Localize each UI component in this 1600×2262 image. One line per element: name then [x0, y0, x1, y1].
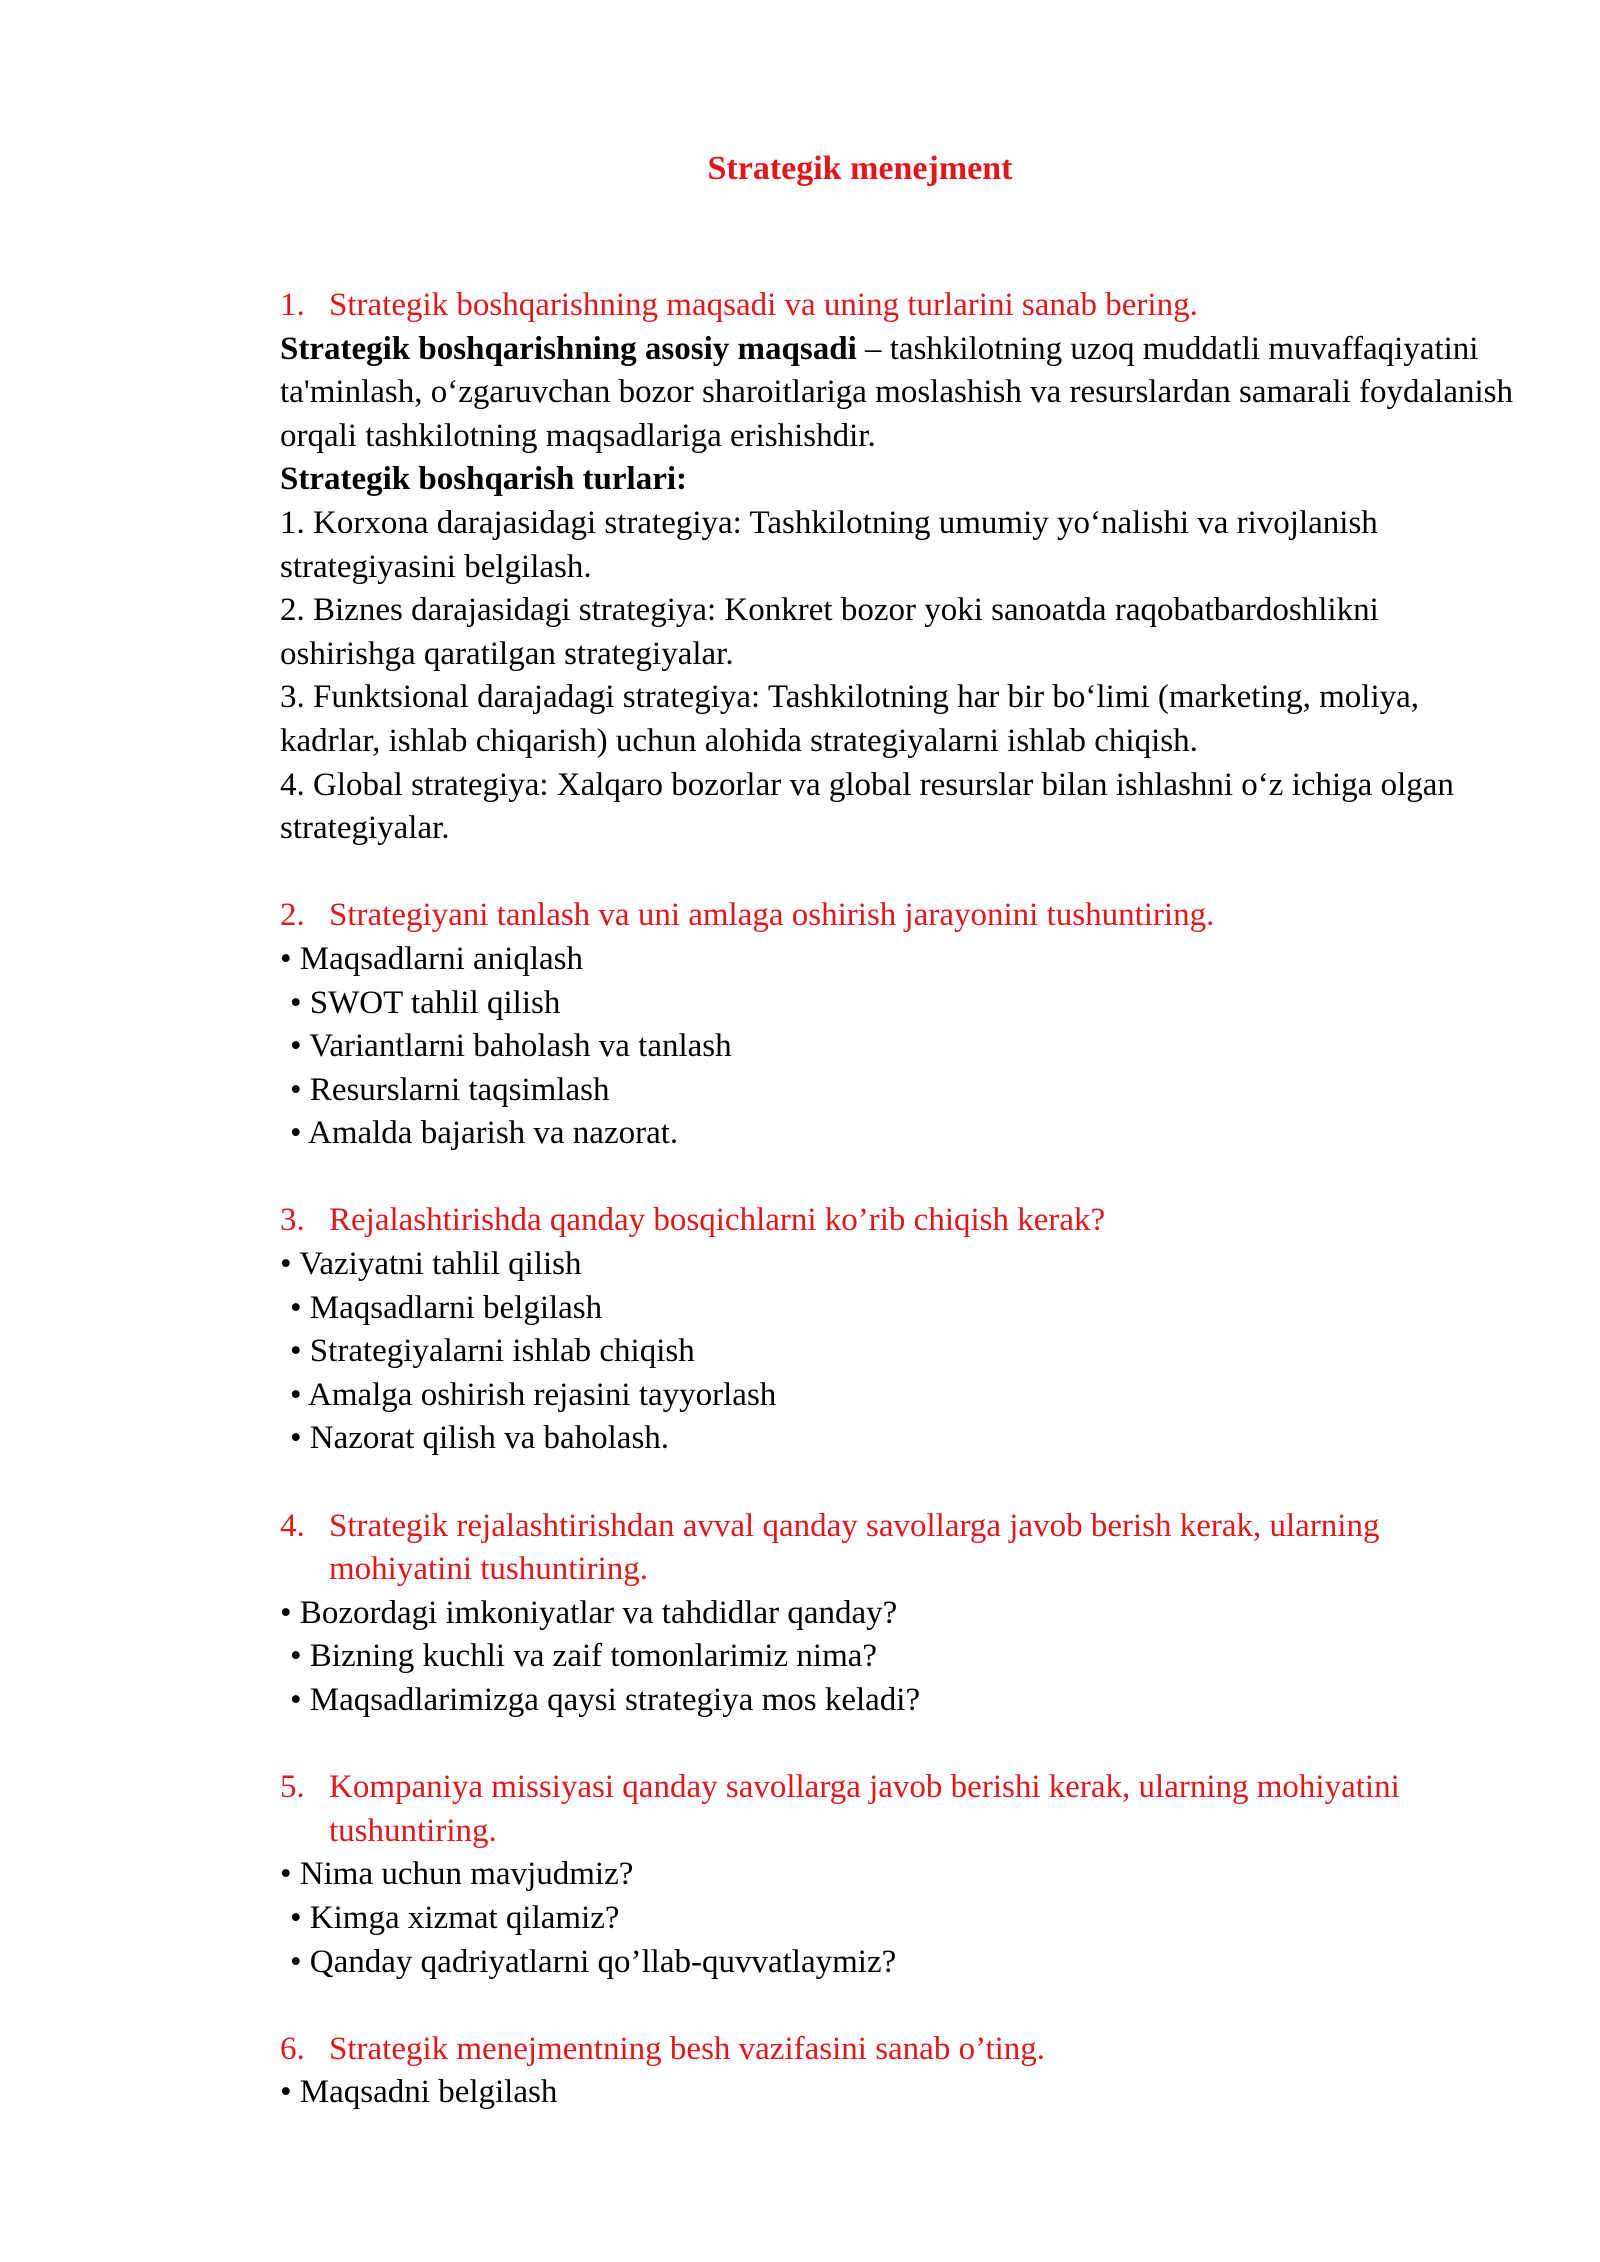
list-item: • Amalda bajarish va nazorat.: [290, 1115, 679, 1152]
question-text: Strategiyani tanlash va uni amlaga oshirish jarayonini tushuntiring.: [329, 897, 1215, 934]
list-item: • Maqsadlarni aniqlash: [280, 940, 583, 977]
strategy-type-item: 2. Biznes darajasidagi strategiya: Konkret bozor yoki sanoatda raqobatbardoshlikni oshirishga qaratilgan strategiyalar.: [280, 592, 1379, 672]
question-3: [280, 1199, 1520, 1243]
question-4: [280, 1505, 1520, 1592]
question-6: [280, 2028, 1520, 2072]
list-item: • Variantlarni baholash va tanlash: [290, 1028, 732, 1065]
paragraph-gap: [280, 851, 1520, 895]
strategy-type-item: 1. Korxona darajasidagi strategiya: Tashkilotning umumiy yo‘nalishi va rivojlanish strategiyasini belgilash.: [280, 504, 1378, 585]
question-2: [280, 894, 1520, 938]
list-item: • Maqsadlarimizga qaysi strategiya mos keladi?: [290, 1682, 921, 1718]
document-body: [280, 284, 1520, 2115]
list-item: • Qanday qadriyatlarni qo’llab-quvvatlaymiz?: [290, 1943, 897, 1980]
goal-bold-term: Strategik boshqarishning asosiy maqsadi: [280, 330, 857, 367]
list-item: • Nima uchun mavjudmiz?: [280, 1856, 634, 1893]
question-number: 5.: [280, 1769, 305, 1806]
list-item: • Bizning kuchli va zaif tomonlarimiz nima?: [290, 1638, 878, 1675]
list-item: • Maqsadni belgilash: [280, 2074, 558, 2111]
paragraph-gap: [280, 1723, 1520, 1767]
list-item: • Nazorat qilish va baholash.: [290, 1420, 670, 1457]
question-5: [280, 1766, 1520, 1853]
list-item: • SWOT tahlil qilish: [290, 984, 561, 1021]
list-item: • Amalga oshirish rejasini tayyorlash: [290, 1376, 777, 1413]
list-item: • Resurslarni taqsimlash: [290, 1071, 610, 1108]
question-text: Strategik rejalashtirishdan avval qanday savollarga javob berish kerak, ularning mohiyatini tushuntiring.: [329, 1507, 1380, 1588]
document-title: Strategik menejment: [707, 150, 1013, 187]
question-number: 3.: [280, 1202, 305, 1239]
strategy-type-item: 4. Global strategiya: Xalqaro bozorlar va global resurslar bilan ishlashni o‘z ichiga olgan strategiyalar.: [280, 766, 1454, 847]
question-text: Kompaniya missiyasi qanday savollarga javob berishi kerak, ularning mohiyatini tushuntiring.: [329, 1769, 1400, 1849]
question-1: [280, 284, 1520, 328]
goal-definition: – tashkilotning uzoq muddatli muvaffaqiyatini ta'minlash, o‘zgaruvchan bozor sharoitlariga moslashish va resurslardan samarali foydalanish orqali tashkilotning maqsadlariga erishishdir.: [280, 330, 1513, 454]
question-text: Strategik boshqarishning maqsadi va uning turlarini sanab bering.: [329, 287, 1198, 323]
list-item: • Kimga xizmat qilamiz?: [290, 1899, 620, 1936]
question-text: Rejalashtirishda qanday bosqichlarni ko’rib chiqish kerak?: [329, 1202, 1106, 1239]
question-number: 2.: [280, 897, 305, 934]
question-text: Strategik menejmentning besh vazifasini sanab o’ting.: [329, 2030, 1046, 2067]
goal-paragraph: [280, 328, 1520, 459]
question-number: 6.: [280, 2030, 305, 2067]
types-heading: Strategik boshqarish turlari:: [280, 461, 688, 498]
question-number: 1.: [280, 287, 305, 323]
list-item: • Strategiyalarni ishlab chiqish: [290, 1333, 695, 1370]
paragraph-gap: [280, 1156, 1520, 1200]
list-item: • Vaziyatni tahlil qilish: [280, 1246, 582, 1283]
paragraph-gap: [280, 1984, 1520, 2028]
strategy-type-item: 3. Funktsional darajadagi strategiya: Tashkilotning har bir bo‘limi (marketing, moliya, kadrlar, ishlab chiqarish) uchun alohida strategiyalarni ishlab chiqish.: [280, 679, 1420, 759]
list-item: • Maqsadlarni belgilash: [290, 1289, 603, 1326]
question-number: 4.: [280, 1507, 305, 1544]
list-item: • Bozordagi imkoniyatlar va tahdidlar qanday?: [280, 1594, 898, 1631]
paragraph-gap: [280, 1461, 1520, 1505]
